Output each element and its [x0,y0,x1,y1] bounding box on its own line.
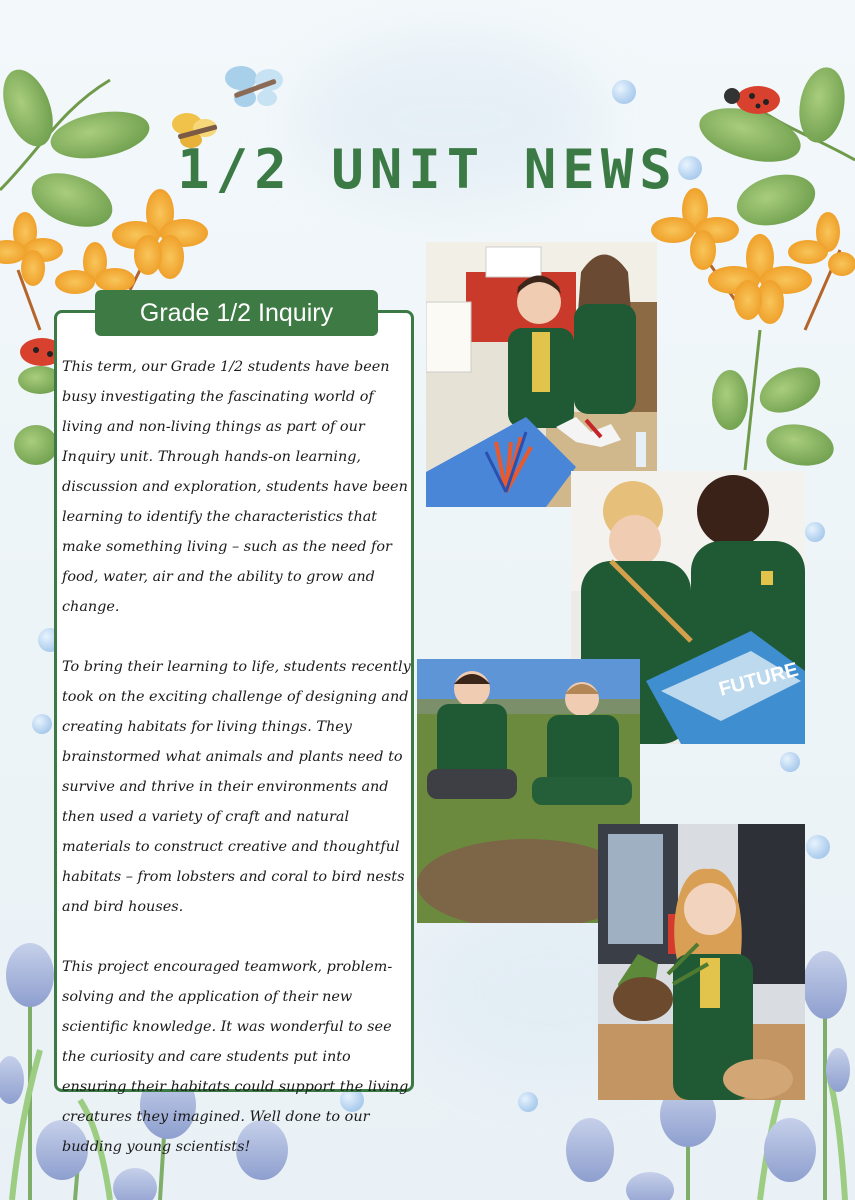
box-label: FUTURE [716,658,801,701]
bubble-decoration [780,752,800,772]
bubble-decoration [32,714,52,734]
photo-classroom-craft [426,242,657,507]
paragraph: To bring their learning to life, students recently took on the exciting challenge of designing and creating habitats for living things. They brainstormed what animals and plants need to survive and thrive in their environments and then used a variety of craft and natural materials to construct creative and thoughtful habitats – from lobsters and coral to bird nests and bird houses. [62,659,411,915]
photo-girl-plant [598,824,805,1100]
paragraph: This term, our Grade 1/2 students have been busy investigating the fascinating world of living and non-living things as part of our Inquiry unit. Through hands-on learning, discussion and exploration, students have been learning to identify the characteristics that make something living – such as the need for food, water, air and the ability to grow and change. [62,359,408,615]
section-body [62,352,412,1192]
bubble-decoration [806,835,830,859]
page-title: 1/2 UNIT NEWS [177,138,678,201]
section-heading: Grade 1/2 Inquiry [95,290,378,336]
bubble-decoration [805,522,825,542]
butterfly-blue-icon [225,66,283,107]
paragraph: This project encouraged teamwork, problem-solving and the application of their new scientific knowledge. It was wonderful to see the curiosity and care students put into ensuring their habitats could support the living creatures they imagined. Well done to our budding young scientists! [62,959,409,1155]
bubble-decoration [518,1092,538,1112]
bubble-decoration [612,80,636,104]
